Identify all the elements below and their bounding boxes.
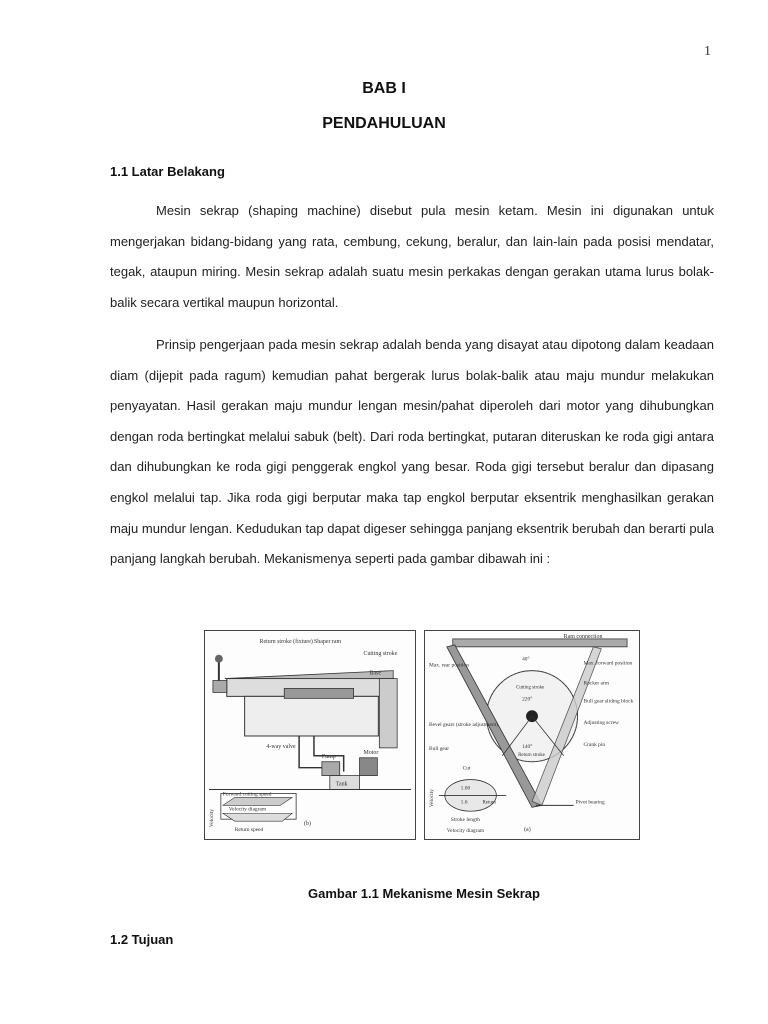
label-base: Base [369,670,381,677]
figure-caption: Gambar 1.1 Mekanisme Mesin Sekrap [308,886,540,901]
label-return-stroke: Return stroke (fixture) [259,638,313,645]
paragraph-1 [110,196,714,318]
label-velocity-diagram-b: Velocity diagram [228,806,267,813]
section-heading-latar-belakang: 1.1 Latar Belakang [110,164,225,179]
label-angle-cut: 220° [522,696,533,703]
label-cutting-stroke-b: Cutting stroke [363,650,398,657]
figure-shaper-mechanism [204,630,640,842]
label-adjusting-screw: Adjusting screw [583,720,620,727]
chapter-number: BAB I [362,80,406,97]
label-bull-gear-block: Bull gear sliding block [583,698,634,705]
label-return: Return [482,800,496,806]
label-cutting-stroke-a: Cutting stroke [516,685,545,691]
label-panel-a-tag: (a) [524,827,531,834]
label-max-forward: Max. forward position [583,660,633,667]
label-value-2: 1.6 [460,799,468,806]
section-heading-tujuan: 1.2 Tujuan [110,932,174,947]
label-bull-gear: Bull gear [428,745,450,752]
label-velocity-diagram-a: Velocity diagram [446,828,485,835]
chapter-title: PENDAHULUAN [322,115,446,132]
page-number: 1 [704,44,711,59]
label-angle-return: 140° [522,743,533,750]
label-panel-b-tag: (b) [304,821,311,828]
crank-shaper-drawing [425,631,639,839]
label-rocker-arm: Rocker arm [583,680,610,687]
figure-panel-hydraulic [204,630,416,840]
paragraph-2 [110,330,714,575]
label-velocity-a: Velocity [428,789,435,808]
label-bevel-gears: Bevel gears (stroke adjustment) [428,722,499,729]
label-max-rear: Max. rear position [428,662,470,669]
label-valve: 4-way valve [266,743,296,750]
label-value-1: 1.00 [460,785,471,792]
label-angle-top: 40° [522,656,530,663]
label-return-stroke-a: Return stroke [518,752,545,758]
label-velocity-b: Velocity [208,808,215,828]
label-ram-connection: Ram connection [563,633,603,640]
hydraulic-shaper-drawing [205,631,415,839]
label-shaper-ram: Shaper ram [313,638,342,645]
label-stroke-length: Stroke length [450,817,480,824]
label-return-speed: Return speed [234,827,264,834]
label-pivot-bearing: Pivot bearing [575,799,605,806]
label-motor: Motor [363,749,379,756]
paragraph-2-text: Prinsip pengerjaan pada mesin sekrap adalah benda yang disayat atau dipotong dalam keadaan diam (dijepit pada ragum) kemudian pahat bergerak lurus bolak-balik atau maju mundur melakukan penyayatan. Hasil gerakan maju mundur lengan mesin/pahat diperoleh dari motor yang dihubungkan dengan roda bertingkat melalui sabuk (belt). Dari roda bertingkat, putaran diteruskan ke roda gigi antara dan dihubungkan ke roda gigi penggerak engkol yang besar. Roda gigi tersebut beralur dan dipasang engkol melalui tap. Jika roda gigi berputar maka tap engkol berputar eksentrik menghasilkan gerakan maju mundur lengan. Kedudukan tap dapat digeser sehingga panjang eksentrik berubah dan berarti pula panjang langkah berubah. Mekanismenya seperti pada gambar dibawah ini : [110,337,714,567]
paragraph-1-text: Mesin sekrap (shaping machine) disebut pula mesin ketam. Mesin ini digunakan untuk mengerjakan bidang-bidang yang rata, cembung, cekung, beralur, dan lain-lain pada posisi mendatar, tegak, ataupun miring. Mesin sekrap adalah suatu mesin perkakas dengan gerakan utama lurus bolak-balik secara vertikal maupun horizontal. [110,203,714,310]
label-cut: Cut [462,765,471,772]
label-forward-speed: Forward cutting speed [222,791,272,798]
figure-panel-crank [424,630,640,840]
label-tank: Tank [335,781,348,788]
label-crank-pin: Crank pin [583,741,606,748]
label-pump: Pump [321,753,336,760]
